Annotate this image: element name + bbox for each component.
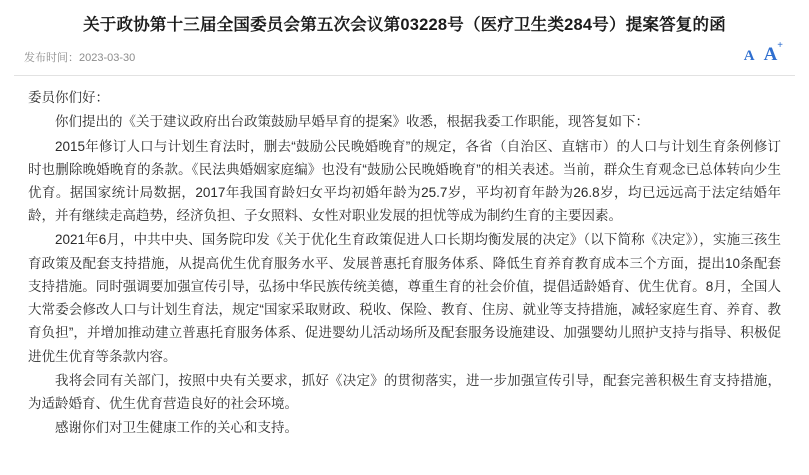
- publish-date: [24, 49, 135, 65]
- font-size-increase-letter: A: [763, 44, 778, 66]
- paragraph-3: 2021年6月，中共中央、国务院印发《关于优化生育政策促进人口长期均衡发展的决定》（以下简称《决定》），实施三孩生育政策及配套支持措施，从提高优生优育服务水平、发展普惠托育服务体系、降低生育养育教育成本三个方面，提出10条配套支持措施。同时强调要加强宣传引导，弘扬中华民族传统美德，尊重生育的社会价值，提倡适龄婚育、优生优育。8月，全国人大常委会修改人口与计划生育法，规定“国家采取财政、税收、保险、教育、住房、就业等支持措施，减轻家庭生育、养育、教育负担”，并增加推动建立普惠托育服务体系、促进婴幼儿活动场所及配套服务设施建设、加强婴幼儿照护支持与指导、积极促进优生优育等条款内容。: [28, 232, 781, 364]
- paragraph-5: 感谢你们对卫生健康工作的关心和支持。: [55, 420, 298, 436]
- paragraph-2: 2015年修订人口与计划生育法时，删去“鼓励公民晚婚晚育”的规定，各省（自治区、直辖市）的人口与计划生育条例修订时也删除晚婚晚育的条款。《民法典婚姻家庭编》也没有“鼓励公民晚婚晚育”的相关表述。当前，群众生育观念已总体转向少生优育。据国家统计局数据，2017年我国育龄妇女平均初婚年龄为25.7岁，平均初育年龄为26.8岁，均已远远高于法定结婚年龄，并有继续走高趋势，经济负担、子女照料、女性对职业发展的担忧等成为制约生育的主要因素。: [28, 138, 781, 224]
- meta-bar: [14, 39, 795, 76]
- document-body: [14, 76, 795, 439]
- paragraph-1: 你们提出的《关于建议政府出台政策鼓励早婚早育的提案》收悉，根据我委工作职能，现答复如下：: [55, 114, 649, 130]
- font-size-controls: [743, 39, 783, 66]
- page-title: 关于政协第十三届全国委员会第五次会议第03228号（医疗卫生类284号）提案答复的函: [83, 16, 726, 34]
- paragraph-greeting: 委员你们好：: [28, 90, 109, 106]
- font-size-increase-plus: +: [777, 39, 783, 51]
- font-size-increase-button[interactable]: [763, 39, 783, 66]
- publish-date-value: 2023-03-30: [79, 52, 136, 65]
- paragraph-4: 我将会同有关部门，按照中央有关要求，抓好《决定》的贯彻落实，进一步加强宣传引导，配套完善积极生育支持措施，为适龄婚育、优生优育营造良好的社会环境。: [28, 372, 781, 411]
- font-size-decrease-button[interactable]: A: [743, 48, 755, 65]
- publish-date-label: 发布时间：: [24, 52, 79, 65]
